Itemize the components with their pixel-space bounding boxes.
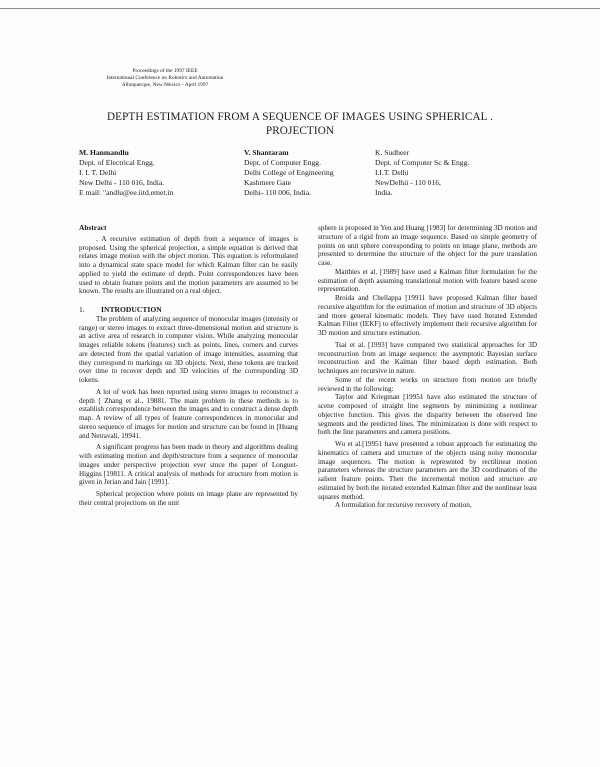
paragraph: Some of the recent works on structure from motion are briefly reviewed in the following:	[318, 375, 537, 393]
left-column	[79, 224, 298, 508]
section-title: INTRODUCTION	[101, 305, 162, 314]
paragraph: Wu et al.[19951 have presented a robust approach for estimating the kinematics of camera and structure of the objects using noisy monocular image sequences. The motion is represented by rectilinear motion parameters whereas the structure parameters are the 3D coordinators of the salient feature points. Then the incremental motion and structure are estimated by both the iterated extended Kalman filter and the nonlinear least squares method.	[318, 440, 537, 501]
paragraph: A formulation for recursive recovery of motion,	[335, 501, 472, 510]
section-heading	[79, 306, 298, 315]
author-affiliation: NewDelhii - 110 016,	[375, 178, 441, 187]
proceedings-line: International Conference on Robotics and Automation	[106, 75, 224, 81]
author-affiliation: I. I. T. Delhi	[79, 168, 117, 177]
author-affiliation: Delhi- 110 006, India.	[244, 188, 311, 197]
top-rule	[0, 8, 600, 9]
paragraph: Matthies et al. [1989] have used a Kalman filter formulation for the estimation of depth assuming translational motion with feature based scene representation.	[318, 267, 537, 294]
abstract-text: . A recursive estimation of depth from a sequence of images is proposed. Using the spherical projection, a simple equation is derived that relates image motion with the object motion. This equation is reformulated into a dynamical state space model for which Kalman filter can be easily applied to yield the estimate of depth. Point correspondences have been used to obtain feature points and the motion parameters are assumed to be known. The results are illustrated on a real object.	[79, 234, 298, 296]
author-affiliation: Kashmere Gate	[244, 178, 292, 187]
paragraph: Broida and Chellappa [19911 have proposed Kalman filter based recursive algorithm for the estimation of motion and structure of 3D objects and more general kinematic models. They have used Iterated Extended Kalman Filter (IEKF) to effectively implement their recursive algorithm for 3D motion and structure estimation.	[318, 294, 537, 337]
paragraph: Taylor and Kriegman [19951 have also estimated the structure of scene composed of straight line segments by minimizing a nonlinear objective function. This gives the disparity between the observed line segments and the predicted lines. The minimization is done with respect to both the line parameters and camera positions.	[318, 393, 537, 437]
paper-title	[60, 110, 540, 138]
author-name: M. Hanmandlu	[79, 148, 129, 157]
author-affiliation: Dept. of Computer Engg.	[244, 158, 321, 167]
title-line: PROJECTION	[265, 125, 335, 137]
author-name: K. Sudheer	[375, 148, 410, 157]
paragraph: A significant progress has been made in theory and algorithms dealing with estimating motion and depth/structure from a sequence of monocular images under perspective projection ever since the paper of Longuet-Higgins [19811. A critical analysis of methods for structure from motion is given in Jerian and Jain [1991].	[79, 443, 298, 487]
proceedings-line: Albuquerque, New Mexico - April 1997	[121, 82, 209, 88]
paragraph: Spherical projection where points on image plane are represented by their central projections on the unit	[79, 490, 298, 507]
author-affiliation: India.	[375, 188, 393, 197]
author-affiliation: I.I.T. Delhi	[375, 168, 409, 177]
title-line: DEPTH ESTIMATION FROM A SEQUENCE OF IMAGES USING SPHERICAL .	[107, 111, 493, 123]
paragraph: The problem of analyzing sequence of monocular images (intensity or range) or stereo images to extract three-dimensional motion and structure is an active area of research in computer vision. While analyzing monocular images reliable tokens (features) such as points, lines, corners and curves are detected from the spatial variation of image intensities, assuming that they correspond to markings on 3D objects. Next, these tokens are tracked over time to recover depth and 3D velocities of the corresponding 3D tokens.	[79, 314, 298, 384]
author-affiliation: Dept. of Electrical Engg.	[79, 158, 155, 167]
abstract-heading: Abstract	[79, 223, 107, 232]
proceedings-line: Proceedings of the 1997 IEEE	[132, 68, 198, 74]
paragraph: Tsai et al. [1993] have compared two statistical approaches for 3D reconstruction from an image sequence: the asymptotic Bayesian surface reconstruction and the Kalman filter based depth estimation. Both techniques are recursive in nature.	[318, 340, 537, 375]
author-affiliation: New Delhi - 110 016, India.	[79, 178, 165, 187]
author-affiliation: Dept. of Computer Sc & Engg.	[375, 158, 470, 167]
section-number: 1.	[79, 305, 85, 314]
paragraph: A lot of work has been reported using stereo images to reconstruct a depth [ Zhang et al., 19881. The main problem in these methods is to establish correspondence between the images and to construct a dense depth map. A review of all types of feature correspondences in monocular and stereo sequence of images for motion and structure can be found in [Huang and Netravali, 19941.	[79, 387, 298, 440]
author-block	[244, 148, 334, 198]
author-email: E mail: "andlu@ee.iitd.emet.in	[79, 188, 174, 197]
author-affiliation: Delhi College of Engineering	[244, 168, 334, 177]
paragraph: sphere is proposed in Yen and Huang [1983] for determining 3D motion and structure of a rigid from an image sequence. Based on simple geometry of points on unit sphere corresponding to points on image plane, methods are presented to determine the structure of the object for the pure translation case.	[318, 224, 537, 267]
author-block	[375, 148, 469, 198]
author-name: V. Shantaram	[244, 148, 289, 157]
right-column	[318, 224, 537, 510]
author-block	[79, 148, 173, 198]
proceedings-header	[80, 68, 250, 89]
